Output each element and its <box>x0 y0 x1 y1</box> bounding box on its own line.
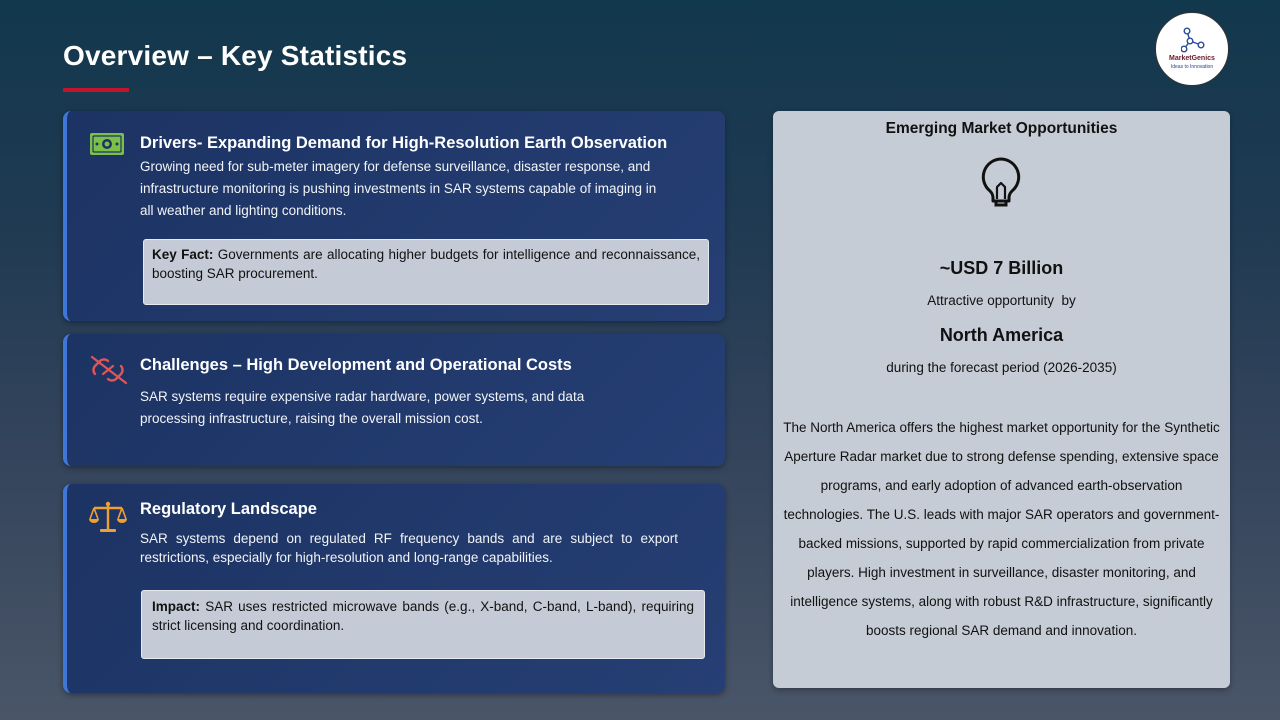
key-fact-label: Key Fact: <box>152 247 214 262</box>
drivers-card <box>63 111 725 321</box>
impact-box <box>141 590 705 659</box>
drivers-body: Growing need for sub-meter imagery for defense surveillance, disaster response, and infrastructure monitoring is pushing investments in SAR systems capable of imaging in all weather and lighting conditions. <box>140 159 657 218</box>
regulatory-card <box>63 484 725 693</box>
opportunity-period: during the forecast period (2026-2035) <box>886 360 1117 375</box>
impact-label: Impact: <box>152 599 201 614</box>
challenges-body: SAR systems require expensive radar hardware, power systems, and data processing infrastructure, raising the overall mission cost. <box>140 389 585 426</box>
drivers-title: Drivers- Expanding Demand for High-Resolution Earth Observation <box>140 134 668 152</box>
opportunity-subtitle: Attractive opportunity by <box>927 293 1076 308</box>
opportunity-description: The North America offers the highest market opportunity for the Synthetic Aperture Radar market due to strong defense spending, extensive space programs, and early adoption of advanced earth-observation technologies. The U.S. leads with major SAR operators and government-backed missions, supported by rapid commercialization from private players. High investment in surveillance, disaster monitoring, and intelligence systems, along with robust R&D infrastructure, significantly boosts regional SAR demand and innovation. <box>783 420 1220 638</box>
opportunity-region: North America <box>939 325 1064 345</box>
title-underline <box>63 88 129 92</box>
key-fact-box <box>143 239 709 305</box>
challenges-title: Challenges – High Development and Operational Costs <box>140 356 572 374</box>
logo-name: MarketGenics <box>1169 55 1215 62</box>
opportunity-panel <box>773 111 1230 688</box>
scales-icon <box>89 500 127 539</box>
page-title: Overview – Key Statistics <box>63 40 408 71</box>
opportunity-amount: ~USD 7 Billion <box>939 258 1064 278</box>
opportunity-title: Emerging Market Opportunities <box>885 120 1118 137</box>
lightbulb-icon <box>978 155 1024 216</box>
regulatory-body: SAR systems depend on regulated RF frequency bands and are subject to export restrictions, especially for high-resolution and long-range capabilities. <box>140 531 678 565</box>
broken-link-icon <box>89 354 129 391</box>
company-logo[interactable] <box>1155 12 1229 86</box>
impact-text: SAR uses restricted microwave bands (e.g., X-band, C-band, L-band), requiring strict licensing and coordination. <box>152 599 694 633</box>
regulatory-title: Regulatory Landscape <box>140 500 317 518</box>
logo-tagline: Ideas to Innovation <box>1170 64 1214 70</box>
key-fact-text: Governments are allocating higher budgets for intelligence and reconnaissance, boosting SAR procurement. <box>152 247 700 281</box>
challenges-card <box>63 334 725 466</box>
molecule-icon <box>1181 27 1205 53</box>
money-icon <box>89 131 125 162</box>
